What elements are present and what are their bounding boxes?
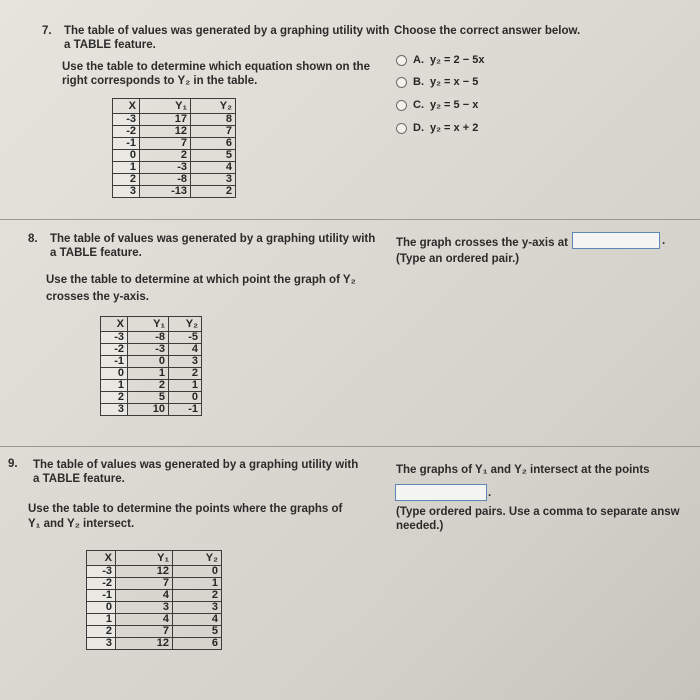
problem-8-answer-input[interactable] [572,232,660,249]
y2-cell: 6 [173,638,222,650]
problem-9-stem-line2: a TABLE feature. [33,473,125,485]
x-cell: 1 [113,162,140,174]
y2-cell: 5 [173,626,222,638]
y1-cell: -8 [128,332,169,344]
table-header-x: X [101,317,128,332]
y1-cell: 2 [140,150,191,162]
table-row [113,138,236,150]
x-cell: 0 [113,150,140,162]
problem-7-number: 7. [42,25,52,37]
problem-8-task-line2: crosses the y-axis. [46,291,149,303]
problem-9-task-line1: Use the table to determine the points where the graphs of [28,503,343,515]
x-cell: 3 [101,404,128,416]
problem-8-value-table [100,316,202,416]
x-cell: 2 [87,626,116,638]
y2-cell: 3 [169,356,202,368]
problem-9-value-table [86,550,222,650]
y2-cell: 2 [191,186,236,198]
choice-d-text: y₂ = x + 2 [430,122,479,134]
problem-7-stem-line1: The table of values was generated by a graphing utility with [64,25,390,37]
problem-9-task-line2: Y₁ and Y₂ intersect. [28,518,135,530]
y2-cell: 1 [173,578,222,590]
table-row [87,566,222,578]
y2-cell: 0 [169,392,202,404]
choice-a-text: y₂ = 2 − 5x [430,54,485,66]
y1-cell: -13 [140,186,191,198]
table-row [113,150,236,162]
y1-cell: 4 [116,614,173,626]
table-row [101,404,202,416]
problem-8-answer-suffix: . [662,235,666,247]
problem-7-task-line1: Use the table to determine which equation shown on the [62,61,370,73]
table-row [113,126,236,138]
table-row [101,332,202,344]
y1-cell: 2 [128,380,169,392]
table-row [101,344,202,356]
choice-b-text: y₂ = x − 5 [430,76,479,88]
x-cell: -1 [101,356,128,368]
table-header-y2: Y₂ [173,551,222,566]
y1-cell: 7 [116,626,173,638]
y2-cell: 1 [169,380,202,392]
table-header-y2: Y₂ [169,317,202,332]
table-row [87,602,222,614]
x-cell: -3 [87,566,116,578]
table-header-x: X [113,99,140,114]
y2-cell: 2 [173,590,222,602]
x-cell: 1 [87,614,116,626]
choice-c-letter: C. [413,99,424,111]
problem-9-number: 9. [8,458,18,470]
y1-cell: 7 [140,138,191,150]
x-cell: 3 [113,186,140,198]
table-row [87,578,222,590]
x-cell: -1 [113,138,140,150]
y1-cell: 7 [116,578,173,590]
x-cell: 0 [101,368,128,380]
y2-cell: 4 [173,614,222,626]
table-row [87,626,222,638]
choice-a-radio[interactable] [396,55,407,66]
problem-9-answer-note-line1: (Type ordered pairs. Use a comma to separate answ [396,506,680,518]
table-header-y1: Y₁ [140,99,191,114]
table-header-x: X [87,551,116,566]
x-cell: -2 [101,344,128,356]
choice-b-letter: B. [413,76,424,88]
table-row [87,638,222,650]
problem-8-task-line1: Use the table to determine at which point the graph of Y₂ [46,274,356,286]
problem-7-value-table [112,98,236,198]
y1-cell: 17 [140,114,191,126]
table-row [101,368,202,380]
y1-cell: 0 [128,356,169,368]
y2-cell: 8 [191,114,236,126]
problem-7-stem-line2: a TABLE feature. [64,39,156,51]
table-row [87,590,222,602]
x-cell: -3 [113,114,140,126]
table-row [101,380,202,392]
choice-d-radio[interactable] [396,123,407,134]
divider-8-9 [0,446,700,447]
y1-cell: 10 [128,404,169,416]
y2-cell: 6 [191,138,236,150]
table-row [87,614,222,626]
choice-a-letter: A. [413,54,424,66]
table-row [101,356,202,368]
x-cell: 2 [113,174,140,186]
problem-9-answer-input[interactable] [395,484,487,501]
x-cell: -2 [113,126,140,138]
y2-cell: 0 [173,566,222,578]
y2-cell: 4 [169,344,202,356]
problem-9-answer-prefix: The graphs of Y₁ and Y₂ intersect at the points [396,464,650,476]
choice-b-radio[interactable] [396,77,407,88]
y1-cell: -3 [128,344,169,356]
choice-b[interactable] [396,76,478,88]
table-row [113,162,236,174]
y1-cell: 12 [116,566,173,578]
y2-cell: 5 [191,150,236,162]
y1-cell: 1 [128,368,169,380]
y1-cell: -8 [140,174,191,186]
problem-8-stem-line2: a TABLE feature. [50,247,142,259]
y2-cell: 2 [169,368,202,380]
problem-9-answer-suffix: . [488,487,492,499]
problem-8-number: 8. [28,233,38,245]
choice-c[interactable] [396,99,478,111]
y2-cell: -1 [169,404,202,416]
x-cell: 1 [101,380,128,392]
problem-9-stem-line1: The table of values was generated by a graphing utility with [33,459,359,471]
problem-8-answer-note: (Type an ordered pair.) [396,253,520,265]
table-header-y1: Y₁ [128,317,169,332]
choice-c-radio[interactable] [396,100,407,111]
x-cell: -1 [87,590,116,602]
x-cell: -2 [87,578,116,590]
divider-7-8 [0,219,700,220]
table-header-y1: Y₁ [116,551,173,566]
y2-cell: -5 [169,332,202,344]
x-cell: -3 [101,332,128,344]
choice-c-text: y₂ = 5 − x [430,99,479,111]
y1-cell: 4 [116,590,173,602]
y1-cell: 12 [116,638,173,650]
y1-cell: 3 [116,602,173,614]
problem-9-answer-note-line2: needed.) [396,520,444,532]
x-cell: 3 [87,638,116,650]
table-row [113,114,236,126]
table-row [113,186,236,198]
y1-cell: 5 [128,392,169,404]
choice-d[interactable] [396,122,478,134]
y2-cell: 4 [191,162,236,174]
y2-cell: 3 [173,602,222,614]
table-row [101,392,202,404]
problem-7-task-line2: right corresponds to Y₂ in the table. [62,75,258,87]
y1-cell: 12 [140,126,191,138]
problem-8-answer-prefix: The graph crosses the y-axis at [396,237,568,249]
y2-cell: 7 [191,126,236,138]
y2-cell: 3 [191,174,236,186]
problem-8-stem-line1: The table of values was generated by a graphing utility with [50,233,376,245]
x-cell: 0 [87,602,116,614]
problem-7-prompt: Choose the correct answer below. [394,25,581,37]
y1-cell: -3 [140,162,191,174]
choice-a[interactable] [396,54,484,66]
choice-d-letter: D. [413,122,424,134]
table-row [113,174,236,186]
x-cell: 2 [101,392,128,404]
table-header-y2: Y₂ [191,99,236,114]
